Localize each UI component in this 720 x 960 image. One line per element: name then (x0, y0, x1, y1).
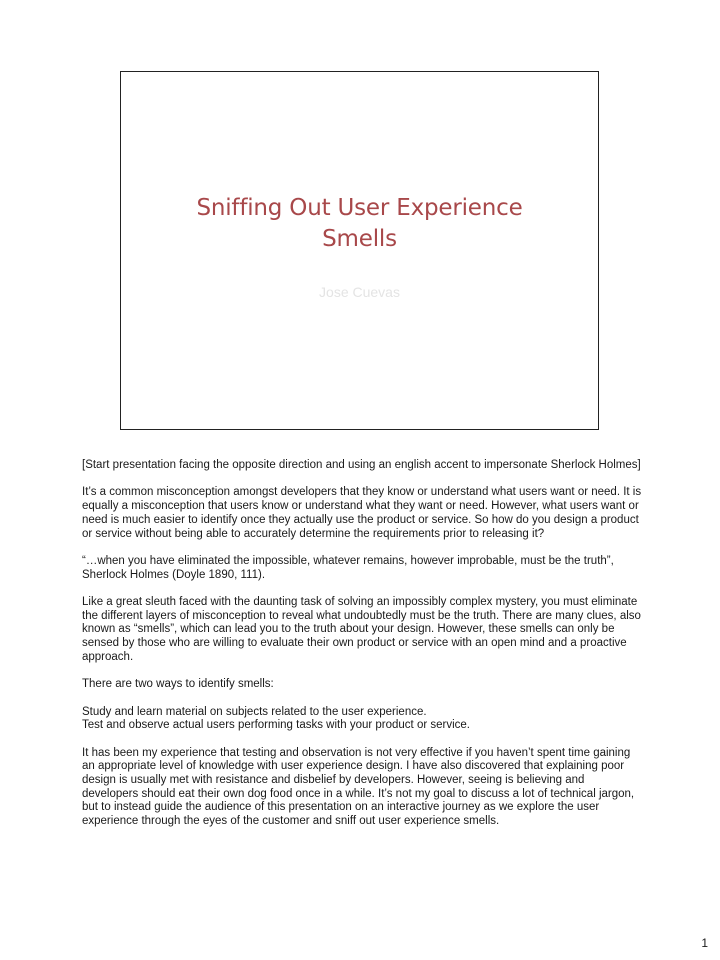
speaker-notes (82, 459, 642, 843)
slide-thumbnail (120, 71, 599, 430)
slide-title (121, 193, 598, 255)
notes-list-item-2: Test and observe actual users performing tasks with your product or service. (82, 719, 470, 732)
slide-author: Jose Cuevas (319, 284, 400, 300)
notes-list-item-1: Study and learn material on subjects related to the user experience. (82, 705, 427, 718)
notes-paragraph-4: Like a great sleuth faced with the daunting task of solving an impossibly complex mystery, you must eliminate the different layers of misconception to reveal what undoubtedly must be the truth. There are many clues, also known as “smells”, which can lead you to the truth about your design. However, these smells can only be sensed by those who are willing to evaluate their own product or service with an open mind and a proactive approach. (82, 595, 641, 663)
notes-paragraph-6: It has been my experience that testing and observation is not very effective if you haven’t spent time gaining an appropriate level of knowledge with user experience design. I have also discovered that explaining poor design is usually met with resistance and disbelief by developers. However, seeing is believing and developers should eat their own dog food once in a while. It’s not my goal to discuss a lot of technical jargon, but to instead guide the audience of this presentation on an interactive journey as we explore the user experience through the eyes of the customer and sniff out user experience smells. (82, 746, 635, 828)
notes-quote: “…when you have eliminated the impossible, whatever remains, however improbable, must be the truth”, Sherlock Holmes (Doyle 1890, 111). (82, 554, 614, 581)
slide-title-line-2: Smells (322, 226, 397, 252)
notes-paragraph-5: There are two ways to identify smells: (82, 678, 274, 691)
notes-paragraph-2: It’s a common misconception amongst developers that they know or understand what users want or need. It is equally a misconception that users know or understand what they want or need. However, what users want or need is much easier to identify once they actually use the product or service. So how do you design a product or service without being able to accurately determine the requirements prior to releasing it? (82, 486, 642, 540)
notes-paragraph-1: [Start presentation facing the opposite direction and using an english accent to impersonate Sherlock Holmes] (82, 459, 641, 471)
page-number: 1 (701, 936, 708, 950)
notes-list (82, 706, 642, 733)
slide-title-line-1: Sniffing Out User Experience (196, 195, 523, 221)
